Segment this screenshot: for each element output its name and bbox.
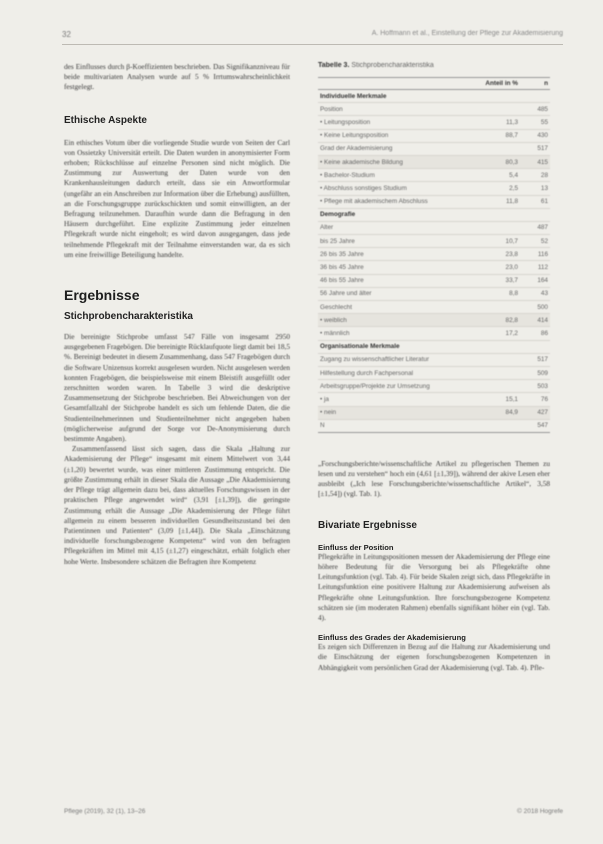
table-cell-label: 26 bis 35 Jahre — [318, 248, 482, 261]
table-row — [318, 169, 550, 182]
table-row — [318, 103, 550, 116]
table-row — [318, 314, 550, 327]
table-cell-n: 55 — [520, 116, 550, 129]
paragraph-position: Pflegekräfte in Leitungspositionen messen der Akademisierung der Pflege eine höhere Bedeutung für die Versorgung bei als Pflegekräfte ohne Leitungsfunktion (vgl. Tab. 4). Für beide Skalen zeigt sich, dass Pflegekräfte in Leitungsfunktion eine positivere Haltung zur Akademisierung aufweisen als Pflegekräfte ohne Leitungsfunktion. Ihre forschungsbezogene Kompetenz schätzen sie (im moderaten Rahmen) ebenfalls signifikant höher ein (vgl. Tab. 4). — [318, 551, 550, 622]
table-cell-percent — [482, 103, 520, 116]
table-cell-label: • Abschluss sonstiges Studium — [318, 182, 482, 195]
table-cell-n — [520, 340, 550, 353]
table-cell-n: 28 — [520, 169, 550, 182]
heading-position: Einfluss der Position — [318, 542, 394, 552]
table-cell-n: 112 — [520, 261, 550, 274]
table-row — [318, 406, 550, 419]
running-head: A. Hoffmann et al., Einstellung der Pflege zur Akademisierung — [371, 30, 563, 37]
table-cell-label: Position — [318, 103, 482, 116]
heading-results: Ergebnisse — [64, 287, 140, 304]
table-cell-label: Arbeitsgruppe/Projekte zur Umsetzung — [318, 380, 482, 393]
heading-ethics: Ethische Aspekte — [64, 114, 147, 126]
table-cell-n: 76 — [520, 393, 550, 406]
table-cell-percent: 80,3 — [482, 155, 520, 168]
paragraph-intro: des Einflusses durch β-Koeffizienten beschrieben. Das Signifikanzniveau für beide multivariaten Analysen wurde auf 5 % Irrtumswahrscheinlichkeit festgelegt. — [64, 62, 290, 92]
table-cell-label: 56 Jahre und älter — [318, 287, 482, 300]
table-cell-label: Grad der Akademisierung — [318, 142, 482, 155]
table-row — [318, 274, 550, 287]
table-row — [318, 248, 550, 261]
paragraph-continued: „Forschungsberichte/wissenschaftliche Artikel zu pflegerischen Themen zu lesen und zu verstehen“ hoch ein (4,61 [±1,39]), während der akive Lesen eher ausbleibt („Ich lese Forschungsberichte/wissenschaftliche Artikel“, 3,58 [±1,54]) (vgl. Tab. 1). — [318, 458, 550, 499]
table-cell-n: 509 — [520, 366, 550, 379]
table-cell-label: bis 25 Jahre — [318, 235, 482, 248]
table-cell-label: Organisationale Merkmale — [318, 340, 482, 353]
table-cell-n: 485 — [520, 103, 550, 116]
table-cell-label: • ja — [318, 393, 482, 406]
right-column — [318, 62, 550, 673]
table-cell-label: • Bachelor-Studium — [318, 169, 482, 182]
table-cell-percent: 2,5 — [482, 182, 520, 195]
table-cell-n: 13 — [520, 182, 550, 195]
table-cell-n: 116 — [520, 248, 550, 261]
table-cell-n: 517 — [520, 353, 550, 366]
table-cell-label: Hilfestellung durch Fachpersonal — [318, 366, 482, 379]
table-cell-label: • männlich — [318, 327, 482, 340]
table-cell-label: • nein — [318, 406, 482, 419]
table-row — [318, 129, 550, 142]
table-cell-n — [520, 208, 550, 221]
table-cell-percent: 84,9 — [482, 406, 520, 419]
table-cell-percent: 5,4 — [482, 169, 520, 182]
table-cell-percent — [482, 340, 520, 353]
table-row — [318, 221, 550, 234]
table-row — [318, 327, 550, 340]
heading-bivariate: Bivariate Ergebnisse — [318, 519, 417, 531]
table-body — [318, 90, 550, 433]
table-row — [318, 419, 550, 432]
table-cell-n: 517 — [520, 142, 550, 155]
table-col-percent: Anteil in % — [482, 78, 520, 90]
table-cell-percent — [482, 90, 520, 103]
table-row — [318, 208, 550, 221]
footer-citation: Pflege (2019), 32 (1), 13–26 — [64, 808, 146, 815]
table-row — [318, 261, 550, 274]
table-cell-percent: 11,8 — [482, 195, 520, 208]
table-cell-percent — [482, 366, 520, 379]
table-cell-n: 164 — [520, 274, 550, 287]
table-row — [318, 353, 550, 366]
table-cell-label: Individuelle Merkmale — [318, 90, 482, 103]
table-cell-n: 487 — [520, 221, 550, 234]
table-cell-label: • Keine Leitungsposition — [318, 129, 482, 142]
table-cell-n: 52 — [520, 235, 550, 248]
table-cell-percent — [482, 380, 520, 393]
paragraph-summary: Zusammenfassend lässt sich sagen, dass die Skala „Haltung zur Akademisierung der Pflege“ insgesamt mit einem Mittelwert von 3,44 (±1,20) bewertet wurde, was einer mittleren Zustimmung entspricht. Die größte Zustimmung erhält in dieser Skala die Aussage „Die Akademisierung der Pflege trägt allgemein dazu bei, dass aktuelles Forschungswissen in der praktischen Pflege angewendet wird“ (3,91 [±1,39]), die geringste Zustimmung erhält die Aussage „Die Akademisierung der Pflege führt allgemein zu einem besseren individuellen Gesundheitszustand bei den Patientinnen und Patienten“ (3,09 [±1,44]). Die Skala „Einschätzung individuelle forschungsbezogene Kompetenz“ wird von den befragten Pflegekräften im Mittel mit 4,15 (±1,27) eingeschätzt, erhält folglich eher hohe Werte. Insbesondere schätzen die Befragten ihre Kompetenz — [64, 444, 290, 566]
table-cell-percent: 23,8 — [482, 248, 520, 261]
table-cell-label: Geschlecht — [318, 301, 482, 314]
table-cell-percent: 15,1 — [482, 393, 520, 406]
table-cell-n: 547 — [520, 419, 550, 432]
table-row — [318, 287, 550, 300]
table-cell-percent — [482, 419, 520, 432]
heading-sample: Stichprobencharakteristika — [64, 311, 193, 323]
table-cell-label: • weiblich — [318, 314, 482, 327]
table-sample-characteristics — [318, 77, 550, 433]
table-cell-n: 427 — [520, 406, 550, 419]
table-row — [318, 366, 550, 379]
page-number: 32 — [62, 30, 71, 39]
table-cell-n: 414 — [520, 314, 550, 327]
table-cell-label: 46 bis 55 Jahre — [318, 274, 482, 287]
table-cell-label: Alter — [318, 221, 482, 234]
table-cell-percent: 33,7 — [482, 274, 520, 287]
table-cell-percent: 82,8 — [482, 314, 520, 327]
heading-degree: Einfluss des Grades der Akademisierung — [318, 633, 466, 643]
table-cell-label: • Leitungsposition — [318, 116, 482, 129]
footer-copyright: © 2018 Hogrefe — [517, 808, 563, 815]
table-cell-percent: 17,2 — [482, 327, 520, 340]
page-header — [62, 30, 563, 45]
table-cell-percent — [482, 142, 520, 155]
paragraph-sample: Die bereinigte Stichprobe umfasst 547 Fälle von insgesamt 2950 ausgegebenen Fragebögen. Die bereinigte Rücklaufquote liegt damit bei 18,5 %. Bereinigt bedeutet in diesem Zusammenhang, dass 547 Fragebögen durch die Software Unizensus korrekt ausgelesen wurden. Nicht ausgelesen werden konnten Fragebögen, die beispielsweise mit einem Bleistift ausgefüllt oder zerschnitten worden waren. In Tabelle 3 wird die deskriptive Zusammensetzung der Stichprobe beschrieben. Bei Abweichungen von der Gesamtfallzahl der Stichprobe handelt es sich um fehlende Daten, die die Studienteilnehmerinnen und Studienteilnehmer nicht angegeben haben (möglicherweise aufgrund der Sorge vor De-Anonymisierung durch bestimmte Angaben). — [64, 332, 290, 444]
table-cell-percent: 10,7 — [482, 235, 520, 248]
table-row — [318, 182, 550, 195]
table-cell-n: 503 — [520, 380, 550, 393]
table-row — [318, 235, 550, 248]
table-cell-n: 415 — [520, 155, 550, 168]
table-cell-n: 61 — [520, 195, 550, 208]
table-cell-percent — [482, 301, 520, 314]
table-cell-n: 86 — [520, 327, 550, 340]
paragraph-degree: Es zeigen sich Differenzen in Bezug auf die Haltung zur Akademisierung und die Einschätzung der eigenen forschungsbezogenen Kompetenzen in Abhängigkeit vom persönlichen Grad der Akademisierung (vgl. Tab. 4). Pfle- — [318, 642, 550, 672]
table-caption-label: Tabelle 3. — [318, 62, 350, 69]
table-cell-n: 500 — [520, 301, 550, 314]
table-cell-label: Demografie — [318, 208, 482, 221]
table-row — [318, 393, 550, 406]
table-cell-label: • Keine akademische Bildung — [318, 155, 482, 168]
table-row — [318, 340, 550, 353]
table-cell-percent — [482, 221, 520, 234]
table-cell-label: 36 bis 45 Jahre — [318, 261, 482, 274]
table-cell-percent: 23,0 — [482, 261, 520, 274]
table-caption-text: Stichprobencharakteristika — [351, 62, 434, 69]
table-row — [318, 155, 550, 168]
table-col-n: n — [520, 78, 550, 90]
table-cell-n: 430 — [520, 129, 550, 142]
table-row — [318, 301, 550, 314]
table-cell-percent: 8,8 — [482, 287, 520, 300]
table-cell-n — [520, 90, 550, 103]
table-col-label — [318, 78, 482, 90]
paragraph-ethics: Ein ethisches Votum über die vorliegende Studie wurde von Seiten der Carl von Ossietzky Universität erteilt. Die Daten wurden in anonymisierter Form erhoben; Rückschlüsse auf einzelne Personen sind nicht möglich. Die Zustimmung zur Auswertung der Daten wurde von den Krankenhausleitungen dadurch erteilt, dass sie ein Anwortformular (ungefähr an ein Anschreiben zur Information über die Erhebung) ausfüllten, an die Forschungsgruppe zurückschickten und somit einwilligten, an der Befragung teilzunehmen. Daraufhin wurde dann die Befragung in den Häusern durchgeführt. Eine explizite Zustimmung jeder einzelnen Pflegekraft wurde nicht eingeholt; es wird davon ausgegangen, dass jede teilnehmende Pflegekraft mit der Teilnahme einverstanden war, da es sich um eine freiwillige Beteiligung handelte. — [64, 137, 290, 259]
table-cell-label: N — [318, 419, 482, 432]
table-cell-percent: 11,3 — [482, 116, 520, 129]
table-header-row — [318, 78, 550, 90]
table-cell-n: 43 — [520, 287, 550, 300]
table-row — [318, 195, 550, 208]
table-cell-percent — [482, 353, 520, 366]
table-row — [318, 116, 550, 129]
table-cell-percent: 88,7 — [482, 129, 520, 142]
table-cell-percent — [482, 208, 520, 221]
table-cell-label: • Pflege mit akademischem Abschluss — [318, 195, 482, 208]
table-row — [318, 380, 550, 393]
table-row — [318, 90, 550, 103]
table-caption — [318, 62, 550, 69]
table-cell-label: Zugang zu wissenschaftlicher Literatur — [318, 353, 482, 366]
table-row — [318, 142, 550, 155]
left-column — [64, 62, 290, 567]
